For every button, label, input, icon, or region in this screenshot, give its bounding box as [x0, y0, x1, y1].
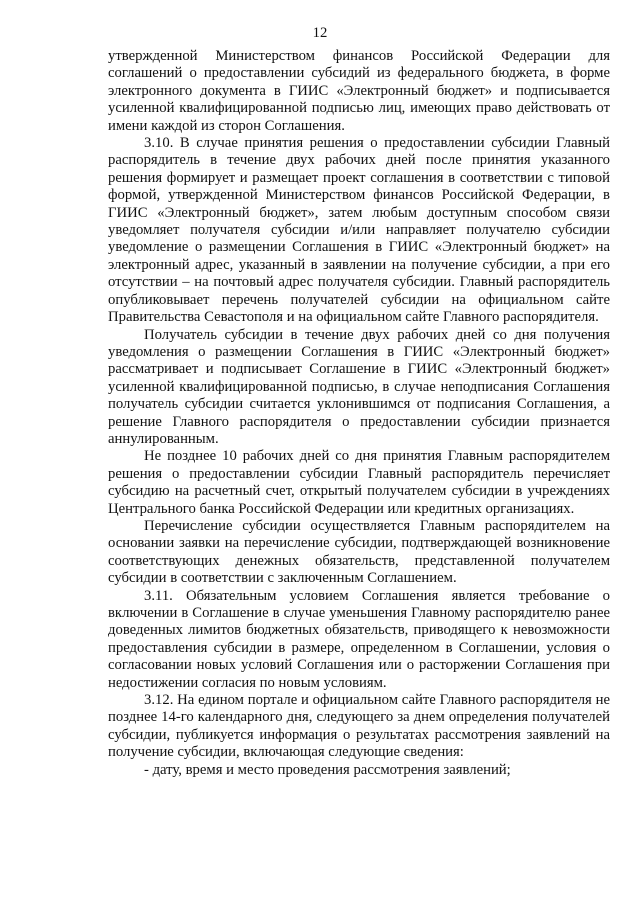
paragraph-transfer-basis: Перечисление субсидии осуществляется Главным распорядителем на основании заявки на перечисление субсидии, подтверждающей возникновение соответствующих денежных обязательств, представленной получателем субсидии в соответствии с заключенным Соглашением.: [108, 517, 610, 587]
list-item-review-date: - дату, время и место проведения рассмотрения заявлений;: [144, 761, 511, 778]
paragraph-signature-clause: утвержденной Министерством финансов Российской Федерации для соглашений о предоставлении субсидий из федерального бюджета, в форме электронного документа в ГИИС «Электронный бюджет» и подписывается усиленной квалифицированной подписью лиц, имеющих право действовать от имени каждой из сторон Соглашения.: [108, 48, 610, 134]
paragraph-transfer-deadline: Не позднее 10 рабочих дней со дня принятия Главным распорядителем решения о предоставлении субсидии Главный распорядитель перечисляет субсидию на расчетный счет, открытый получателем субсидии в учреждениях Центрального банка Российской Федерации или кредитных организациях.: [108, 448, 610, 517]
paragraph-3-10: 3.10. В случае принятия решения о предоставлении субсидии Главный распорядитель в течение двух рабочих дней после принятия указанного решения формирует и размещает проект соглашения в соответствии с типовой формой, утвержденной Министерством финансов Российской Федерации, в ГИИС «Электронный бюджет», затем любым доступным способом связи уведомляет получателя субсидии и/или направляет получателю субсидии уведомление о размещении Соглашения в ГИИС «Электронный бюджет» на электронный адрес, указанный в заявлении на получение субсидии, а при его отсутствии – на почтовый адрес получателя субсидии. Главный распорядитель опубликовывает перечень получателей субсидии на официальном сайте Правительства Севастополя и на официальном сайте Главного распорядителя.: [108, 135, 610, 326]
paragraph-3-12: 3.12. На едином портале и официальном сайте Главного распорядителя не позднее 14-го календарного дня, следующего за днем определения получателей субсидии, публикуется информация о результатах рассмотрения заявлений на получение субсидии, включающая следующие сведения:: [108, 692, 610, 761]
document-body: [108, 48, 610, 779]
page-number: 12: [312, 25, 328, 41]
paragraph-recipient-signing: Получатель субсидии в течение двух рабочих дней со дня получения уведомления о размещении Соглашения в ГИИС «Электронный бюджет» рассматривает и подписывает Соглашение в ГИИС «Электронный бюджет» усиленной квалифицированной подписью, в случае неподписания Соглашения получатель субсидии считается уклонившимся от подписания Соглашения, а решение Главного распорядителя о предоставлении субсидии признается аннулированным.: [108, 326, 610, 447]
paragraph-3-11: 3.11. Обязательным условием Соглашения является требование о включении в Соглашение в случае уменьшения Главному распорядителю ранее доведенных лимитов бюджетных обязательств, приводящего к невозможности предоставления субсидии в размере, определенном в Соглашении, условия о согласовании новых условий Соглашения или о расторжении Соглашения при недостижении согласия по новым условиям.: [108, 587, 610, 691]
